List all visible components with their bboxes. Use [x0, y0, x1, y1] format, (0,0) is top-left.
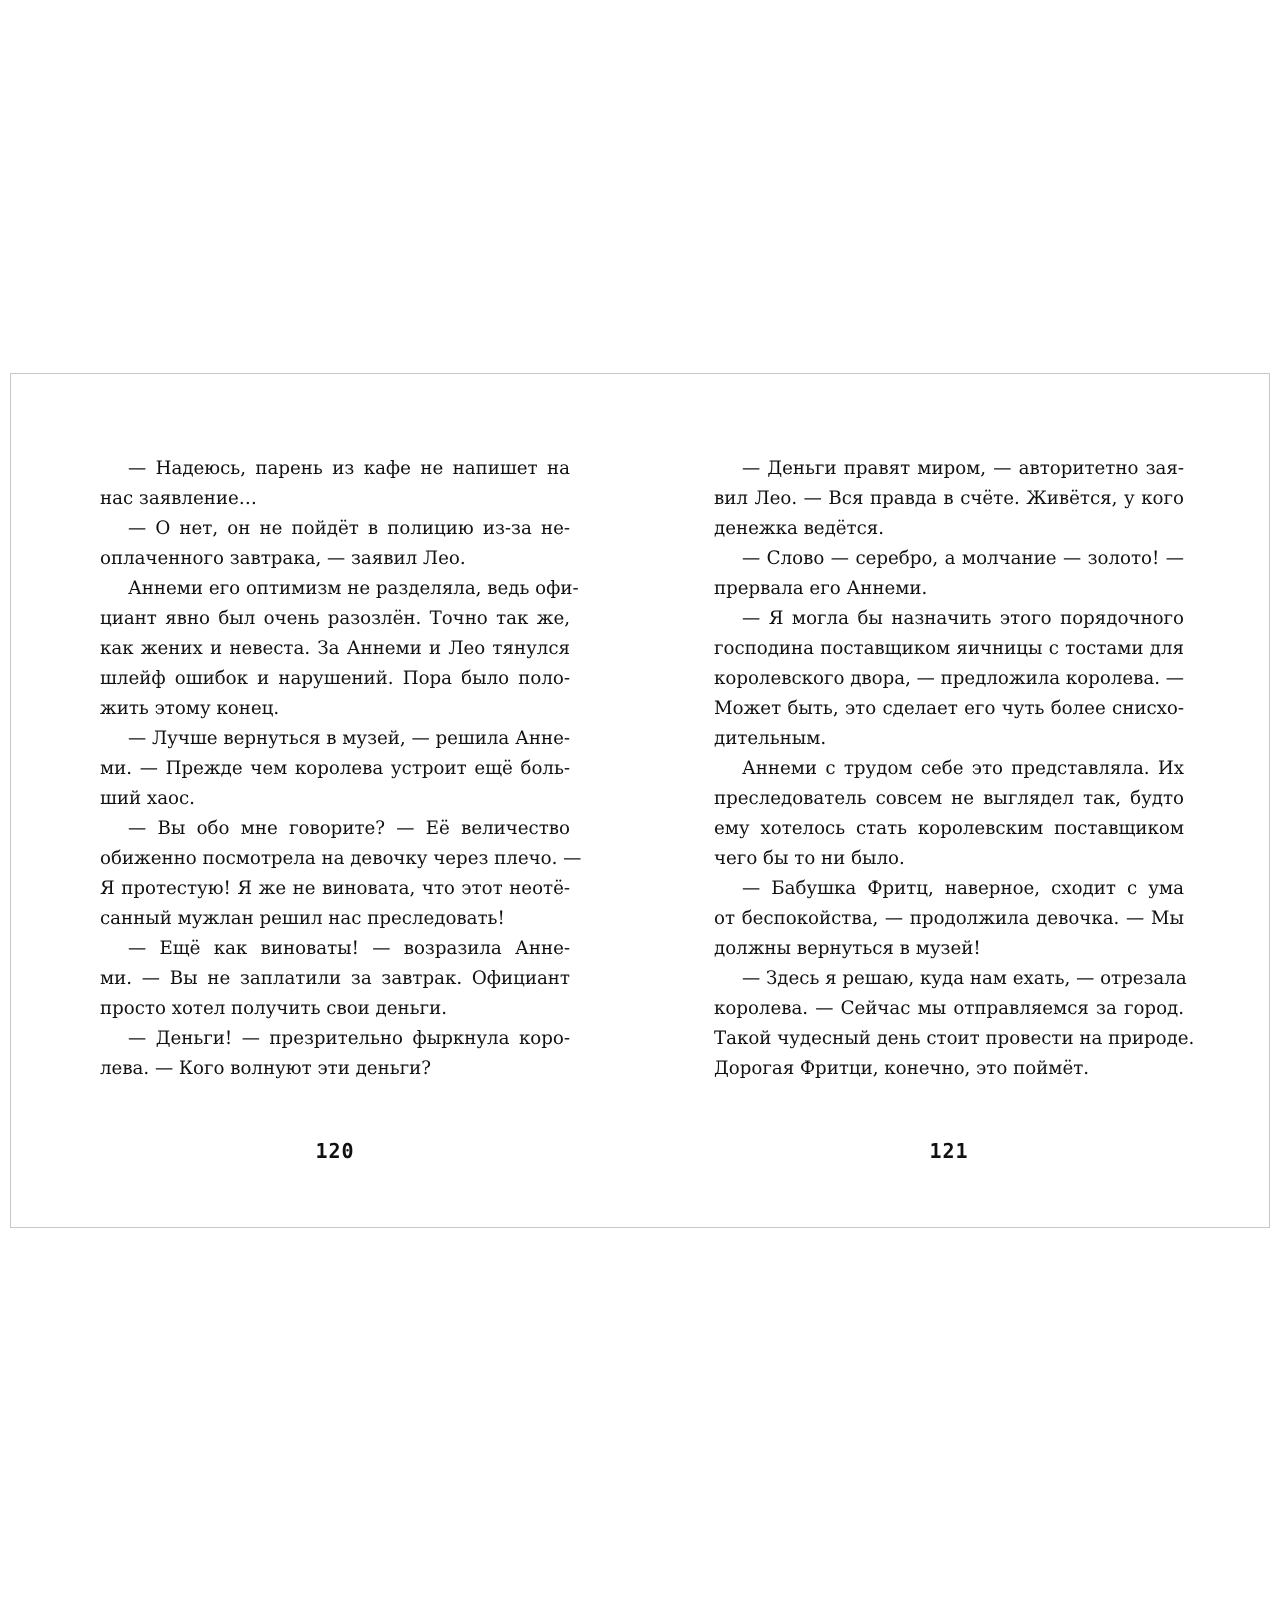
text-line: денежка ведётся.	[714, 518, 885, 539]
text-line: ший хаос.	[100, 788, 195, 809]
text-line: циант явно был очень разозлён. Точно так же,	[100, 608, 570, 629]
text-line: лева. — Кого волнуют эти деньги?	[100, 1058, 431, 1079]
text-line: шлейф ошибок и нарушений. Пора было поло-	[100, 668, 570, 689]
book-spread	[10, 373, 1270, 1228]
text-line: ми. — Вы не заплатили за завтрак. Официант	[100, 968, 570, 989]
text-line: оплаченного завтрака, — заявил Лео.	[100, 548, 466, 569]
text-line: прервала его Аннеми.	[714, 578, 928, 599]
text-line: — Бабушка Фритц, наверное, сходит с ума	[742, 878, 1184, 899]
text-line: королева. — Сейчас мы отправляемся за город.	[714, 998, 1184, 1019]
text-line: чего бы то ни было.	[714, 848, 905, 869]
text-line: Может быть, это сделает его чуть более снисхо-	[714, 698, 1184, 719]
text-line: обиженно посмотрела на девочку через плечо. —	[100, 848, 582, 869]
text-line: — Деньги! — презрительно фыркнула коро-	[128, 1028, 570, 1049]
text-line: Я протестую! Я же не виновата, что этот неотё-	[100, 878, 570, 899]
text-line: должны вернуться в музей!	[714, 938, 981, 959]
text-line: нас заявление…	[100, 488, 257, 509]
text-line: Дорогая Фритци, конечно, это поймёт.	[714, 1058, 1090, 1079]
text-line: просто хотел получить свои деньги.	[100, 998, 447, 1019]
text-line: — Слово — серебро, а молчание — золото! —	[742, 548, 1184, 569]
text-line: — Вы обо мне говорите? — Её величество	[128, 818, 570, 839]
text-line: Такой чудесный день стоит провести на природе.	[714, 1028, 1195, 1049]
text-line: ми. — Прежде чем королева устроит ещё боль-	[100, 758, 570, 779]
text-line: от беспокойства, — продолжила девочка. — Мы	[714, 908, 1184, 929]
text-line: дительным.	[714, 728, 827, 749]
text-line: Аннеми с трудом себе это представляла. Их	[742, 758, 1184, 779]
right-page-text	[714, 454, 1195, 1084]
text-line: вил Лео. — Вся правда в счёте. Живётся, у кого	[714, 488, 1184, 509]
text-line: Аннеми его оптимизм не разделяла, ведь офи-	[128, 578, 579, 599]
text-line: — Здесь я решаю, куда нам ехать, — отрезала	[742, 968, 1187, 989]
text-line: ему хотелось стать королевским поставщиком	[714, 818, 1184, 839]
text-line: — Лучше вернуться в музей, — решила Анне-	[128, 728, 570, 749]
text-line: как жених и невеста. За Аннеми и Лео тянулся	[100, 638, 570, 659]
left-page-text	[100, 454, 582, 1084]
page-number-left: 120	[315, 1139, 355, 1163]
text-line: — Деньги правят миром, — авторитетно зая-	[742, 458, 1184, 479]
text-line: господина поставщиком яичницы с тостами для	[714, 638, 1184, 659]
text-line: — Ещё как виноваты! — возразила Анне-	[128, 938, 570, 959]
text-line: преследователь совсем не выглядел так, будто	[714, 788, 1184, 809]
text-line: жить этому конец.	[100, 698, 280, 719]
page-number-right: 121	[929, 1139, 969, 1163]
text-line: королевского двора, — предложила королева. —	[714, 668, 1184, 689]
text-line: — Надеюсь, парень из кафе не напишет на	[128, 458, 570, 479]
text-line: — Я могла бы назначить этого порядочного	[742, 608, 1184, 629]
text-line: санный мужлан решил нас преследовать!	[100, 908, 505, 929]
text-line: — О нет, он не пойдёт в полицию из-за не-	[128, 518, 570, 539]
